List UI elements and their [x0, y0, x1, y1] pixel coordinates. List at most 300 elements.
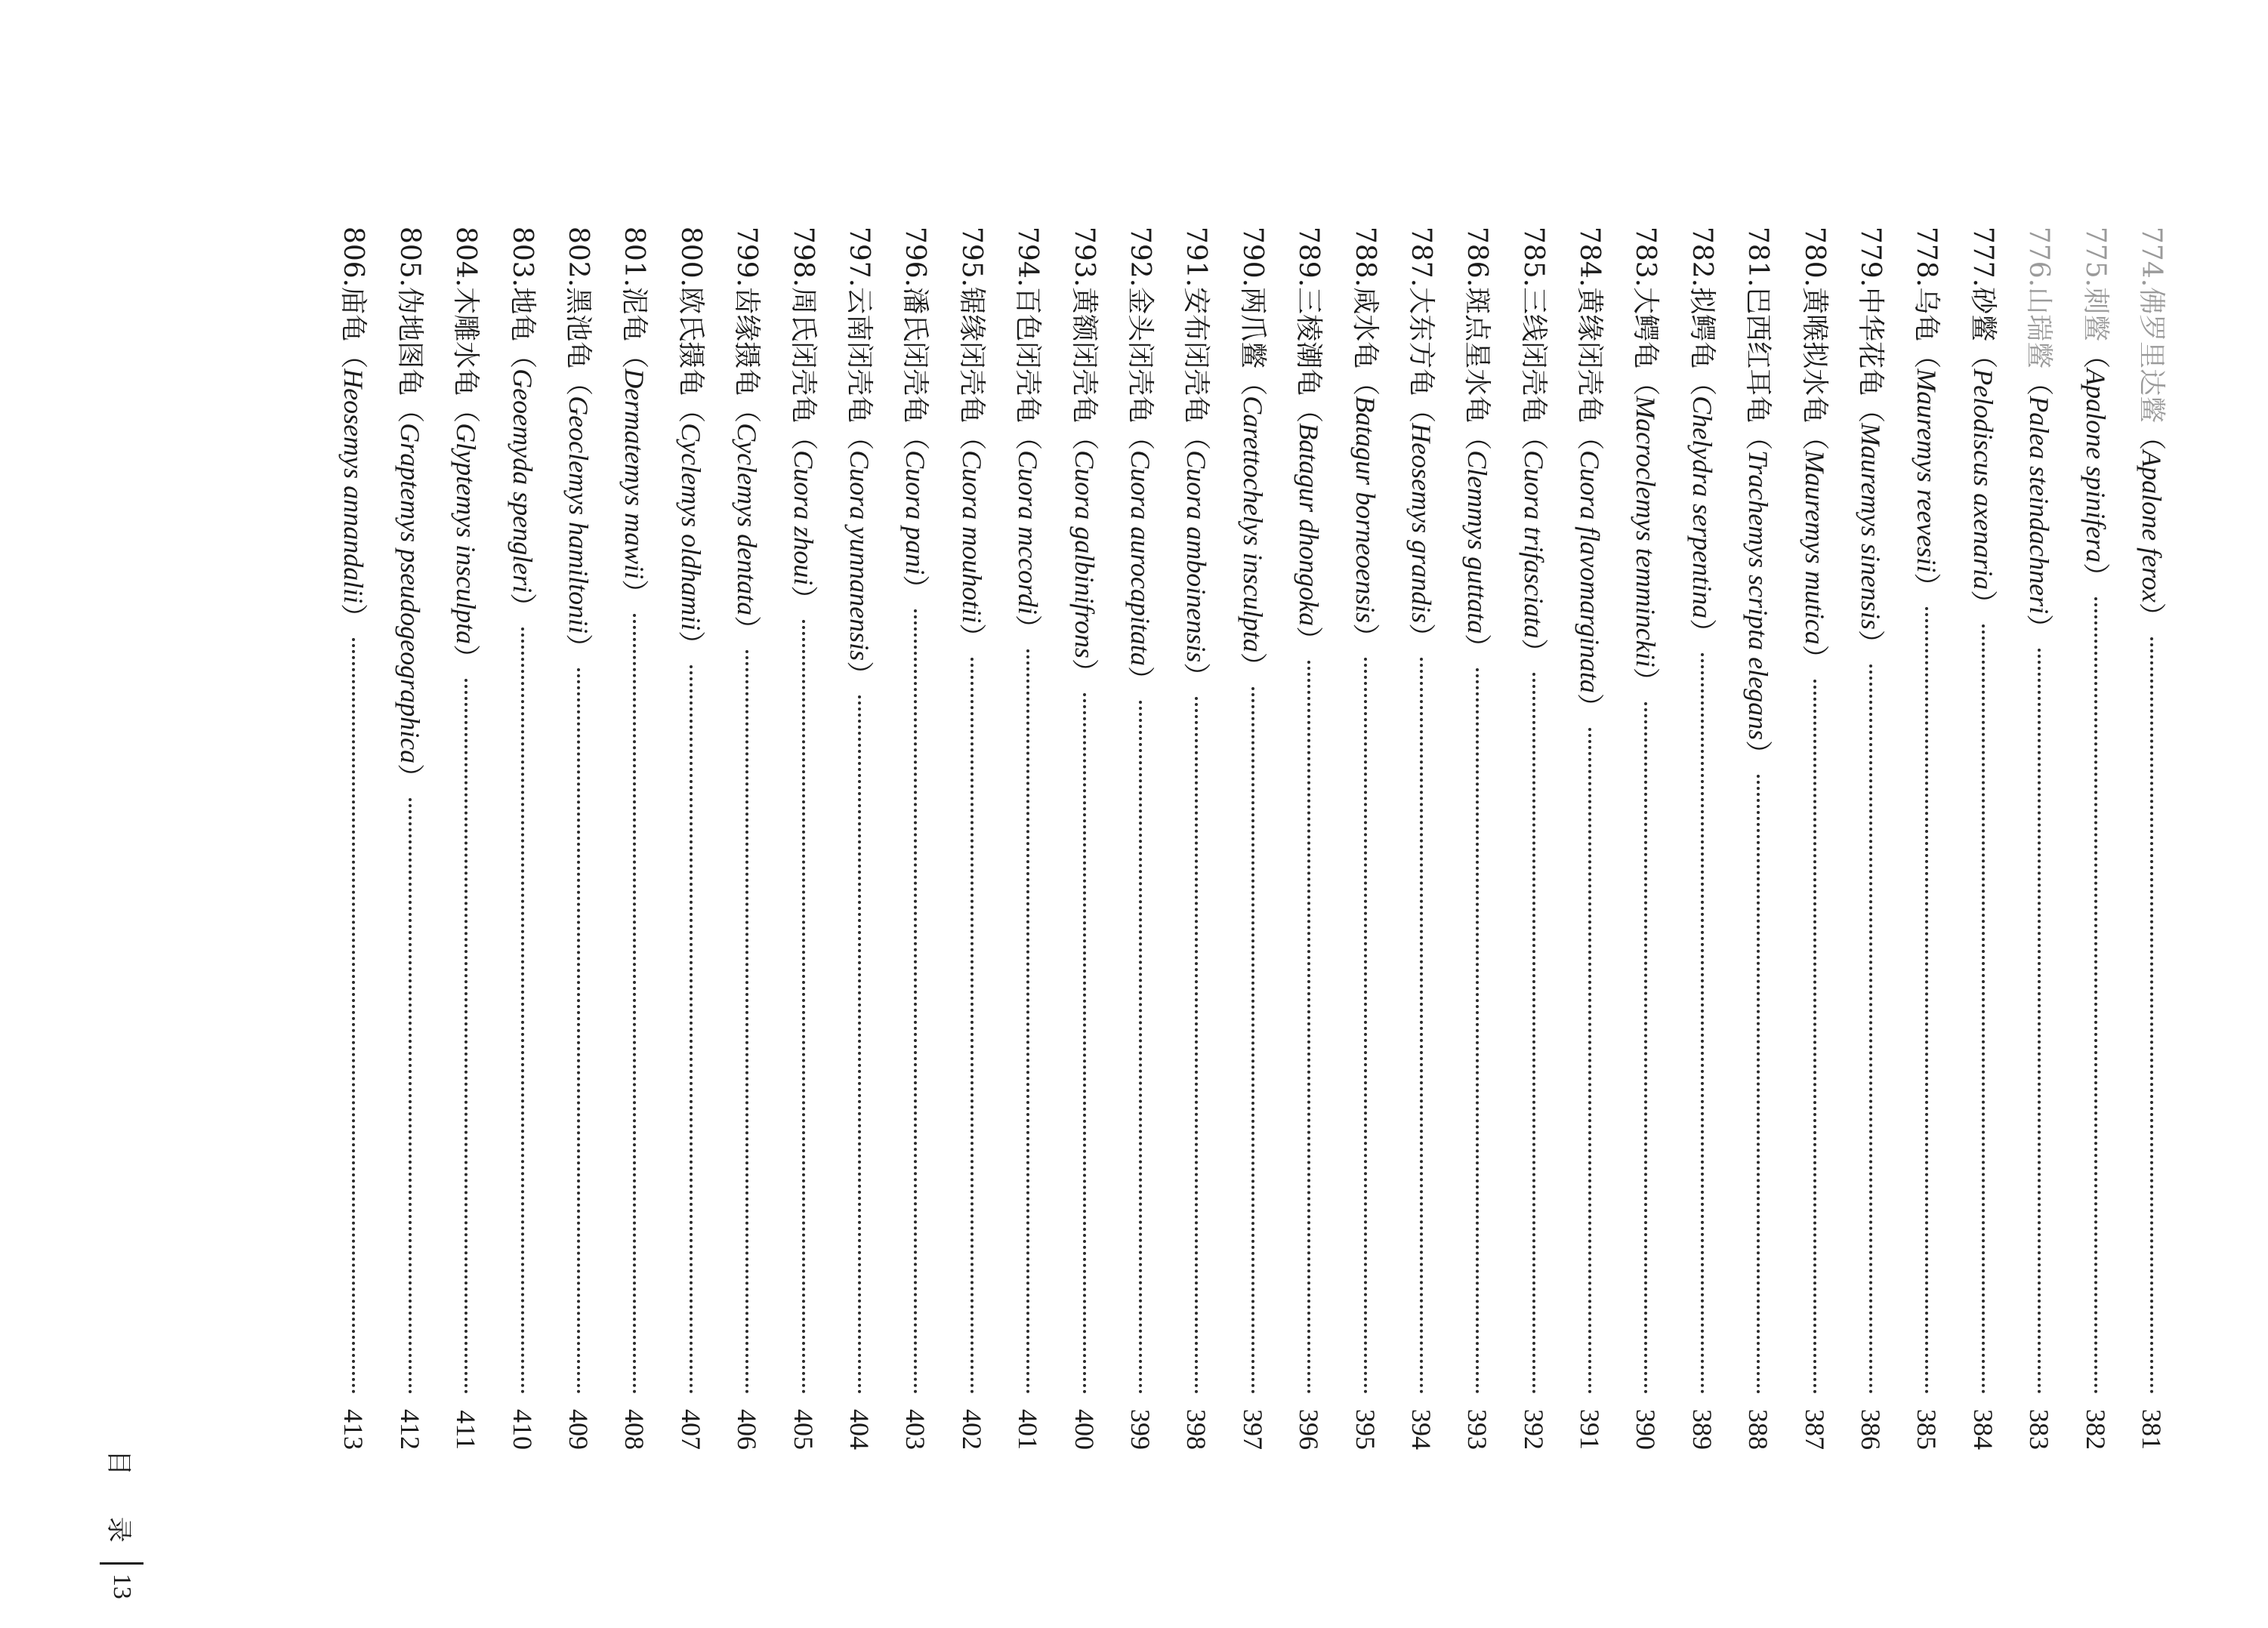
- entry-number: 794.: [1012, 227, 1044, 288]
- paren-close: ）: [675, 631, 706, 658]
- dot-leader: [1251, 687, 1254, 1394]
- page-number: 13: [108, 1573, 136, 1599]
- entry-number: 779.: [1855, 227, 1887, 288]
- toc-entry: [1393, 227, 1449, 1450]
- toc-entry: [494, 227, 550, 1450]
- paren-close: ）: [1181, 662, 1212, 690]
- toc-entry: [1056, 227, 1112, 1450]
- entry-page-number: 399: [1125, 1409, 1156, 1450]
- entry-number: 803.: [506, 227, 538, 288]
- paren-open: （: [338, 341, 369, 369]
- paren-open: （: [2024, 368, 2055, 396]
- entry-latin-wrapper: [1674, 368, 1730, 646]
- dot-leader: [690, 665, 693, 1394]
- paren-close: ）: [338, 603, 369, 631]
- entry-number: 806.: [338, 227, 369, 288]
- paren-close: ）: [1686, 618, 1717, 646]
- entry-number: 791.: [1180, 227, 1212, 288]
- entry-latin-wrapper: [1562, 423, 1618, 720]
- toc-entry: [2124, 227, 2180, 1450]
- paren-open: （: [1069, 423, 1100, 451]
- paren-close: ）: [1406, 623, 1436, 651]
- entry-latin-name: Glyptemys insculpta: [451, 423, 482, 645]
- entry-number: 800.: [674, 227, 706, 288]
- toc-entry: [1224, 227, 1280, 1450]
- entry-latin-name: Cuora mccordi: [1013, 450, 1044, 615]
- entry-chinese-name: 庙龟: [338, 287, 369, 342]
- dot-leader: [577, 668, 580, 1394]
- entry-latin-wrapper: [1337, 368, 1393, 650]
- entry-chinese-name: 拟鳄龟: [1686, 287, 1717, 369]
- dot-leader: [802, 620, 805, 1394]
- entry-number: 802.: [563, 227, 594, 288]
- entry-latin-name: Pelodiscus axenaria: [1967, 368, 1998, 590]
- dot-leader: [2038, 649, 2041, 1394]
- entry-latin-wrapper: [1224, 368, 1280, 680]
- toc-entry: [2011, 227, 2067, 1450]
- entry-page-number: 412: [394, 1409, 425, 1450]
- toc-entry: [1562, 227, 1618, 1450]
- entry-page-number: 401: [1013, 1409, 1044, 1450]
- entry-chinese-name: 黄缘闭壳龟: [1574, 287, 1606, 424]
- entry-page-number: 402: [956, 1409, 987, 1450]
- paren-close: ）: [1069, 658, 1100, 686]
- entry-page-number: 394: [1406, 1409, 1436, 1450]
- entry-number: 780.: [1798, 227, 1830, 288]
- paren-open: （: [1350, 368, 1381, 396]
- toc-entry: [606, 227, 662, 1450]
- paren-close: ）: [1967, 590, 1998, 618]
- entry-latin-wrapper: [1393, 396, 1449, 650]
- entry-page-number: 396: [1294, 1409, 1325, 1450]
- entry-page-number: 393: [1462, 1409, 1493, 1450]
- running-header: [100, 1450, 143, 1599]
- dot-leader: [2150, 637, 2153, 1394]
- paren-close: ）: [844, 661, 875, 689]
- dot-leader: [1982, 624, 1985, 1394]
- header-divider: [100, 1562, 143, 1565]
- entry-latin-wrapper: [326, 341, 381, 631]
- table-of-contents: [326, 227, 2180, 1450]
- entry-page-number: 398: [1181, 1409, 1212, 1450]
- toc-entry: [1281, 227, 1337, 1450]
- entry-number: 776.: [2023, 227, 2055, 288]
- entry-latin-name: Cyclemys oldhamii: [675, 423, 706, 631]
- entry-page-number: 397: [1237, 1409, 1268, 1450]
- paren-close: ）: [1743, 740, 1774, 768]
- entry-chinese-name: 乌龟: [1911, 287, 1942, 342]
- paren-open: （: [732, 396, 763, 424]
- dot-leader: [633, 614, 636, 1394]
- paren-close: ）: [1799, 644, 1830, 672]
- toc-entry: [1449, 227, 1505, 1450]
- entry-latin-name: Cuora mouhotii: [956, 450, 987, 624]
- entry-chinese-name: 佛罗里达鳖: [2136, 287, 2167, 424]
- entry-latin-wrapper: [1112, 423, 1168, 693]
- entry-page-number: 407: [675, 1409, 706, 1450]
- dot-leader: [1420, 658, 1423, 1394]
- paren-open: （: [1125, 423, 1156, 451]
- paren-open: （: [394, 396, 425, 424]
- entry-page-number: 382: [2080, 1409, 2111, 1450]
- toc-entry: [1955, 227, 2010, 1450]
- section-title: 目 录: [103, 1450, 134, 1559]
- entry-chinese-name: 斑点星水龟: [1461, 287, 1493, 424]
- entry-latin-name: Mauremys sinensis: [1856, 423, 1887, 630]
- paren-close: ）: [619, 579, 650, 607]
- paren-open: （: [1799, 423, 1830, 451]
- dot-leader: [914, 609, 917, 1394]
- paren-open: （: [788, 423, 819, 451]
- entry-number: 778.: [1911, 227, 1942, 288]
- entry-latin-name: Batagur dhongoka: [1294, 423, 1325, 627]
- entry-number: 782.: [1686, 227, 1717, 288]
- dot-leader: [1757, 775, 1760, 1394]
- paren-close: ）: [1631, 667, 1662, 695]
- paren-close: ）: [1294, 626, 1325, 654]
- entry-chinese-name: 黄喉拟水龟: [1798, 287, 1830, 424]
- dot-leader: [858, 695, 861, 1394]
- entry-chinese-name: 三线闭壳龟: [1517, 287, 1549, 424]
- dot-leader: [1364, 658, 1367, 1394]
- dot-leader: [1588, 728, 1591, 1394]
- entry-number: 797.: [844, 227, 875, 288]
- paren-open: （: [1856, 396, 1887, 424]
- entry-page-number: 395: [1350, 1409, 1381, 1450]
- entry-latin-wrapper: [1168, 423, 1224, 689]
- entry-chinese-name: 欧氏摄龟: [674, 287, 706, 396]
- entry-number: 799.: [731, 227, 763, 288]
- paren-open: （: [1631, 368, 1662, 396]
- toc-entry: [1618, 227, 1674, 1450]
- entry-latin-name: Cuora aurocapitata: [1125, 450, 1156, 666]
- entry-page-number: 410: [507, 1409, 538, 1450]
- paren-open: （: [1406, 396, 1436, 424]
- toc-entry: [326, 227, 381, 1450]
- entry-chinese-name: 安布闭壳龟: [1180, 287, 1212, 424]
- entry-page-number: 383: [2024, 1409, 2055, 1450]
- entry-page-number: 381: [2137, 1409, 2167, 1450]
- entry-latin-name: Cuora yunnanensis: [844, 450, 875, 661]
- entry-latin-wrapper: [1730, 423, 1786, 767]
- entry-chinese-name: 周氏闭壳龟: [787, 287, 819, 424]
- paren-open: （: [563, 368, 594, 396]
- entry-latin-wrapper: [943, 423, 999, 650]
- entry-latin-name: Cyclemys dentata: [732, 423, 763, 616]
- entry-latin-wrapper: [551, 368, 606, 661]
- entry-latin-name: Heosemys annandalii: [338, 368, 369, 604]
- entry-number: 788.: [1349, 227, 1381, 288]
- entry-latin-wrapper: [775, 423, 831, 612]
- entry-chinese-name: 金头闭壳龟: [1124, 287, 1156, 424]
- entry-latin-wrapper: [606, 341, 662, 606]
- paren-close: ）: [451, 644, 482, 672]
- entry-latin-wrapper: [2124, 423, 2180, 630]
- entry-latin-name: Apalone ferox: [2137, 450, 2167, 603]
- paren-close: ）: [2080, 563, 2111, 590]
- paren-open: （: [1237, 368, 1268, 396]
- entry-chinese-name: 锯缘闭壳龟: [955, 287, 987, 424]
- toc-entry: [1843, 227, 1899, 1450]
- toc-entry: [1337, 227, 1393, 1450]
- toc-entry: [1730, 227, 1786, 1450]
- paren-open: （: [1575, 423, 1606, 451]
- entry-page-number: 404: [844, 1409, 875, 1450]
- paren-open: （: [956, 423, 987, 451]
- dot-leader: [1925, 607, 1928, 1394]
- entry-latin-name: Cuora amboinensis: [1181, 450, 1212, 663]
- entry-latin-name: Cuora zhoui: [788, 450, 819, 586]
- toc-entry: [1505, 227, 1561, 1450]
- dot-leader: [970, 658, 974, 1394]
- entry-latin-wrapper: [494, 341, 550, 620]
- entry-page-number: 390: [1631, 1409, 1662, 1450]
- entry-latin-wrapper: [438, 396, 494, 671]
- toc-entry: [438, 227, 494, 1450]
- entry-latin-name: Macroclemys temminckii: [1631, 396, 1662, 668]
- entry-number: 793.: [1068, 227, 1100, 288]
- paren-close: ）: [507, 593, 538, 621]
- entry-latin-name: Palea steindachneri: [2024, 396, 2055, 615]
- paren-open: （: [1294, 396, 1325, 424]
- paren-close: ）: [1856, 629, 1887, 657]
- entry-latin-wrapper: [1955, 341, 2010, 617]
- paren-open: （: [1462, 423, 1493, 451]
- paren-open: （: [2137, 423, 2167, 451]
- entry-number: 804.: [450, 227, 482, 288]
- entry-number: 775.: [2079, 227, 2111, 288]
- paren-close: ）: [1350, 623, 1381, 651]
- entry-latin-wrapper: [1056, 423, 1112, 686]
- entry-chinese-name: 大东方龟: [1405, 287, 1436, 396]
- rotated-page-content: [15, 98, 2220, 1599]
- paren-open: （: [1013, 423, 1044, 451]
- entry-latin-wrapper: [719, 396, 775, 643]
- entry-latin-wrapper: [1786, 423, 1842, 672]
- entry-latin-name: Graptemys pseudogeographica: [394, 423, 425, 764]
- entry-latin-name: Trachemys scripta elegans: [1743, 450, 1774, 741]
- paren-open: （: [1181, 423, 1212, 451]
- entry-number: 789.: [1293, 227, 1325, 288]
- paren-close: ）: [1575, 692, 1606, 720]
- entry-latin-name: Geoemyda spengleri: [507, 368, 538, 594]
- toc-entry: [943, 227, 999, 1450]
- entry-latin-name: Mauremys mutica: [1799, 450, 1830, 645]
- entry-number: 774.: [2136, 227, 2167, 288]
- dot-leader: [464, 679, 467, 1394]
- entry-number: 781.: [1742, 227, 1774, 288]
- paren-close: ）: [1462, 634, 1493, 661]
- dot-leader: [1813, 680, 1816, 1394]
- dot-leader: [1139, 701, 1142, 1394]
- paren-close: ）: [1912, 572, 1942, 600]
- entry-latin-wrapper: [1281, 396, 1337, 653]
- entry-page-number: 385: [1912, 1409, 1942, 1450]
- entry-chinese-name: 刺鳖: [2079, 287, 2111, 342]
- entry-number: 786.: [1461, 227, 1493, 288]
- entry-page-number: 411: [451, 1410, 482, 1450]
- entry-chinese-name: 三棱潮龟: [1293, 287, 1325, 396]
- entry-latin-wrapper: [1449, 423, 1505, 661]
- paren-open: （: [2080, 341, 2111, 369]
- entry-latin-name: Carettochelys insculpta: [1237, 396, 1268, 652]
- toc-entry: [1112, 227, 1168, 1450]
- entry-latin-wrapper: [381, 396, 437, 791]
- entry-latin-name: Geoclemys hamiltonii: [563, 396, 594, 634]
- toc-entry: [382, 227, 438, 1450]
- dot-leader: [409, 798, 412, 1394]
- entry-number: 805.: [393, 227, 425, 288]
- paren-close: ）: [2024, 614, 2055, 642]
- paren-open: （: [900, 423, 931, 451]
- entry-chinese-name: 齿缘摄龟: [731, 287, 763, 396]
- entry-chinese-name: 百色闭壳龟: [1012, 287, 1044, 424]
- toc-entry: [2067, 227, 2123, 1450]
- entry-chinese-name: 山瑞鳖: [2023, 287, 2055, 369]
- entry-latin-name: Mauremys reevesii: [1912, 368, 1942, 573]
- dot-leader: [745, 650, 748, 1394]
- entry-latin-wrapper: [1505, 423, 1561, 665]
- entry-page-number: 406: [732, 1409, 763, 1450]
- entry-latin-name: Apalone spinifera: [2080, 368, 2111, 563]
- entry-page-number: 392: [1518, 1409, 1549, 1450]
- entry-number: 787.: [1405, 227, 1436, 288]
- entry-number: 783.: [1630, 227, 1662, 288]
- entry-number: 792.: [1124, 227, 1156, 288]
- entry-chinese-name: 潘氏闭壳龟: [899, 287, 931, 424]
- paren-open: （: [1518, 423, 1549, 451]
- paren-close: ）: [394, 763, 425, 791]
- dot-leader: [353, 638, 356, 1394]
- toc-entry: [1674, 227, 1730, 1450]
- entry-latin-wrapper: [887, 423, 943, 602]
- toc-entry: [1000, 227, 1056, 1450]
- entry-chinese-name: 伪地图龟: [393, 287, 425, 396]
- entry-chinese-name: 木雕水龟: [450, 287, 482, 396]
- dot-leader: [2094, 597, 2097, 1394]
- entry-number: 790.: [1236, 227, 1268, 288]
- entry-chinese-name: 地龟: [506, 287, 538, 342]
- paren-close: ）: [1013, 614, 1044, 642]
- entry-number: 798.: [787, 227, 819, 288]
- dot-leader: [521, 627, 524, 1394]
- dot-leader: [1195, 697, 1198, 1394]
- dot-leader: [1701, 653, 1704, 1394]
- paren-open: （: [507, 341, 538, 369]
- entry-chinese-name: 大鳄龟: [1630, 287, 1662, 369]
- paren-open: （: [451, 396, 482, 424]
- entry-number: 796.: [899, 227, 931, 288]
- entry-chinese-name: 两爪鳖: [1236, 287, 1268, 369]
- toc-entry: [662, 227, 718, 1450]
- entry-latin-name: Heosemys grandis: [1406, 423, 1436, 624]
- entry-latin-wrapper: [832, 423, 887, 688]
- paren-close: ）: [1518, 638, 1549, 666]
- dot-leader: [1476, 668, 1479, 1394]
- entry-chinese-name: 云南闭壳龟: [844, 287, 875, 424]
- entry-latin-wrapper: [1618, 368, 1674, 695]
- entry-latin-wrapper: [2067, 341, 2123, 590]
- toc-entry: [1899, 227, 1955, 1450]
- paren-open: （: [675, 396, 706, 424]
- paren-open: （: [619, 341, 650, 369]
- entry-number: 795.: [955, 227, 987, 288]
- toc-entry: [551, 227, 606, 1450]
- entry-page-number: 387: [1799, 1409, 1830, 1450]
- entry-page-number: 391: [1575, 1409, 1606, 1450]
- entry-latin-name: Batagur borneoensis: [1350, 396, 1381, 624]
- toc-entry: [887, 227, 943, 1450]
- dot-leader: [1869, 664, 1872, 1394]
- entry-chinese-name: 黄额闭壳龟: [1068, 287, 1100, 424]
- toc-entry: [1786, 227, 1842, 1450]
- paren-open: （: [1686, 368, 1717, 396]
- entry-page-number: 403: [900, 1409, 931, 1450]
- entry-chinese-name: 咸水龟: [1349, 287, 1381, 369]
- paren-close: ）: [788, 585, 819, 613]
- paren-open: （: [844, 423, 875, 451]
- entry-latin-name: Cuora trifasciata: [1518, 450, 1549, 639]
- paren-close: ）: [563, 634, 594, 661]
- entry-latin-wrapper: [2011, 368, 2067, 641]
- entry-chinese-name: 中华花龟: [1855, 287, 1887, 396]
- entry-latin-wrapper: [1843, 396, 1899, 657]
- entry-number: 777.: [1967, 227, 1998, 288]
- dot-leader: [1307, 661, 1310, 1394]
- entry-latin-wrapper: [1899, 341, 1955, 600]
- paren-close: ）: [1125, 665, 1156, 693]
- dot-leader: [1026, 649, 1029, 1394]
- entry-latin-name: Cuora galbinifrons: [1069, 450, 1100, 658]
- paren-open: （: [1743, 423, 1774, 451]
- entry-chinese-name: 黑池龟: [563, 287, 594, 369]
- entry-chinese-name: 泥龟: [619, 287, 650, 342]
- entry-number: 801.: [619, 227, 650, 288]
- entry-latin-name: Chelydra serpentina: [1686, 396, 1717, 619]
- entry-number: 784.: [1574, 227, 1606, 288]
- entry-latin-name: Cuora flavomarginata: [1575, 450, 1606, 693]
- entry-page-number: 388: [1743, 1409, 1774, 1450]
- dot-leader: [1532, 673, 1535, 1394]
- entry-number: 785.: [1517, 227, 1549, 288]
- paren-close: ）: [900, 575, 931, 603]
- entry-page-number: 400: [1069, 1409, 1100, 1450]
- toc-entry: [719, 227, 775, 1450]
- entry-latin-name: Cuora pani: [900, 450, 931, 575]
- entry-latin-wrapper: [1000, 423, 1056, 642]
- entry-page-number: 408: [619, 1409, 650, 1450]
- paren-close: ）: [956, 623, 987, 651]
- entry-chinese-name: 砂鳖: [1967, 287, 1998, 342]
- entry-page-number: 384: [1967, 1409, 1998, 1450]
- entry-latin-name: Dermatemys mawii: [619, 368, 650, 580]
- entry-page-number: 405: [788, 1409, 819, 1450]
- entry-chinese-name: 巴西红耳龟: [1742, 287, 1774, 424]
- paren-close: ）: [1237, 652, 1268, 680]
- toc-entry: [1168, 227, 1224, 1450]
- entry-page-number: 409: [563, 1409, 594, 1450]
- paren-close: ）: [732, 615, 763, 643]
- entry-latin-wrapper: [662, 396, 718, 658]
- entry-page-number: 386: [1856, 1409, 1887, 1450]
- entry-page-number: 389: [1686, 1409, 1717, 1450]
- entry-page-number: 413: [338, 1409, 369, 1450]
- toc-entry: [775, 227, 831, 1450]
- toc-entry: [832, 227, 887, 1450]
- paren-close: ）: [2137, 602, 2167, 630]
- dot-leader: [1644, 702, 1647, 1394]
- entry-latin-name: Clemmys guttata: [1462, 450, 1493, 634]
